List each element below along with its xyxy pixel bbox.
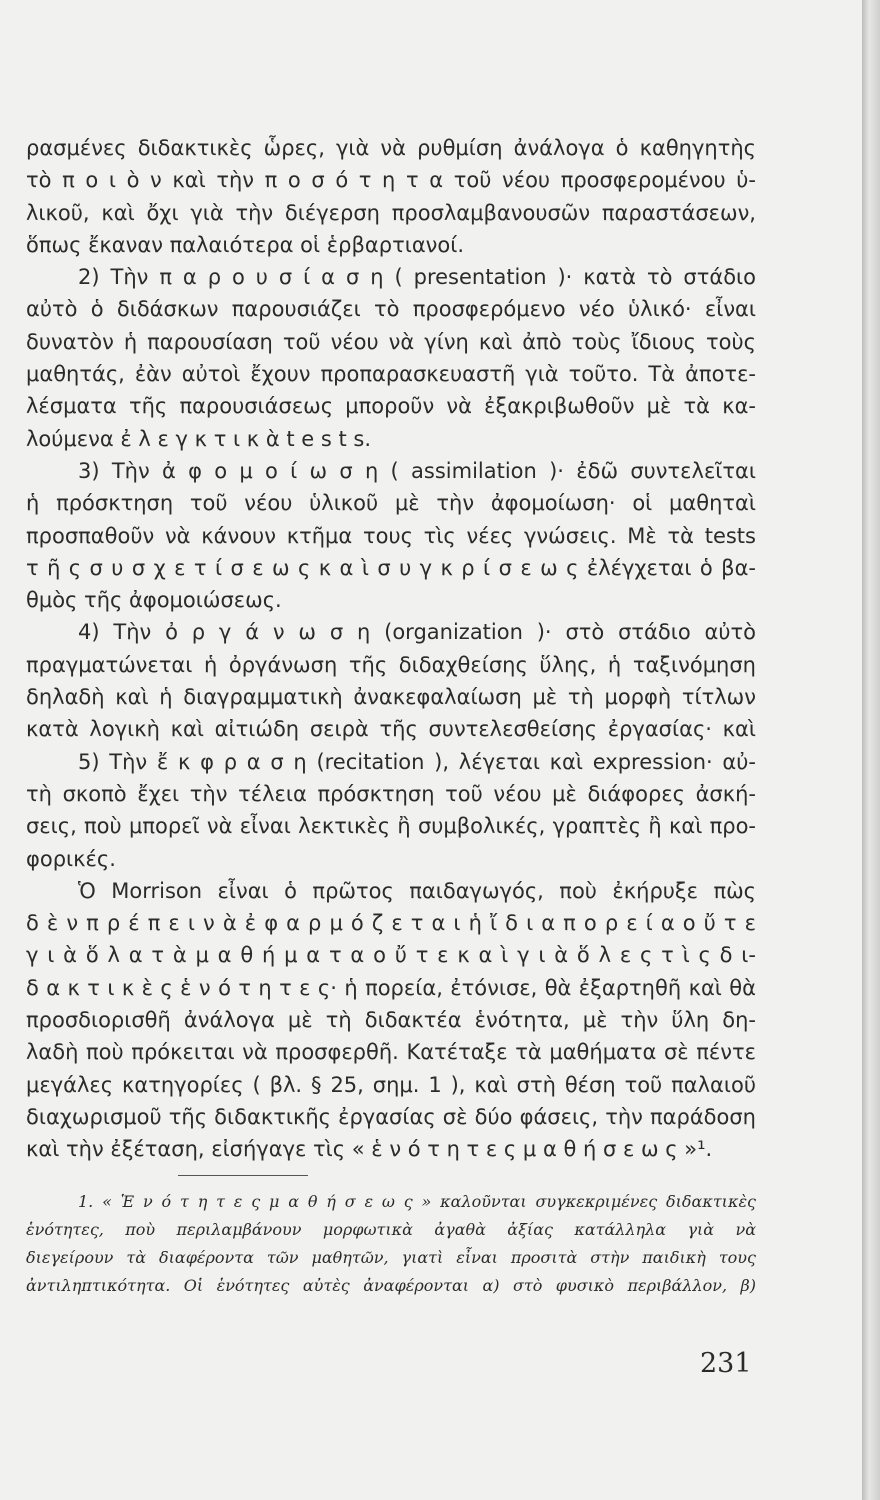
text-line: τὸ π ο ι ὸ ν καὶ τὴν π ο σ ό τ η τ α τοῦ νέου προσφερομένου ὑ-: [26, 168, 756, 193]
footnote-divider: [178, 1175, 308, 1176]
footnote-line: ἑνότητες, ποὺ περιλαμβάνουν μορφωτικὰ ἀγαθὰ ἀξίας κατάλληλα γιὰ νὰ: [26, 1220, 756, 1239]
text-line: τὴ σκοπὸ ἔχει τὴν τέλεια πρόσκτηση τοῦ νέου μὲ διάφορες ἀσκή-: [26, 781, 756, 806]
text-line: πραγματώνεται ἡ ὀργάνωση τῆς διδαχθείσης ὕλης, ἡ ταξινόμηση: [26, 652, 756, 677]
footnote-line: ἀντιληπτικότητα. Οἱ ἑνότητες αὐτὲς ἀναφέρονται α) στὸ φυσικὸ περιβάλλον, β): [26, 1276, 756, 1295]
page-number: 231: [700, 1348, 752, 1379]
text-line: διαχωρισμοῦ τῆς διδακτικῆς ἐργασίας σὲ δύο φάσεις, τὴν παράδοση: [26, 1104, 756, 1129]
text-line: σεις, ποὺ μπορεῖ νὰ εἶναι λεκτικὲς ἢ συμβολικές, γραπτὲς ἢ καὶ προ-: [26, 814, 756, 839]
footnote-line: διεγείρουν τὰ διαφέροντα τῶν μαθητῶν, γιατὶ εἶναι προσιτὰ στὴν παιδικὴ τους: [26, 1248, 756, 1267]
text-line: αὐτὸ ὁ διδάσκων παρουσιάζει τὸ προσφερόμενο νέο ὑλικό· εἶναι: [26, 297, 756, 322]
text-line: 5) Τὴν ἔ κ φ ρ α σ η (recitation ), λέγεται καὶ expression· αὐ-: [78, 749, 756, 774]
text-line: προσδιορισθῆ ἀνάλογα μὲ τὴ διδακτέα ἑνότητα, μὲ τὴν ὕλη δη-: [26, 1008, 756, 1033]
text-line: ρασμένες διδακτικὲς ὧρες, γιὰ νὰ ρυθμίση ἀνάλογα ὁ καθηγητὴς: [26, 136, 756, 160]
text-line: καὶ τὴν ἐξέταση, εἰσήγαγε τὶς « ἑ ν ό τ η τ ε ς μ α θ ή σ ε ω ς »¹.: [26, 1137, 713, 1162]
text-line: ἡ πρόσκτηση τοῦ νέου ὑλικοῦ μὲ τὴν ἀφομοίωση· οἱ μαθηταὶ: [26, 491, 756, 516]
text-line: δυνατὸν ἡ παρουσίαση τοῦ νέου νὰ γίνη καὶ ἀπὸ τοὺς ἴδιους τοὺς: [26, 329, 756, 354]
text-line: τ ῆ ς σ υ σ χ ε τ ί σ ε ω ς κ α ὶ σ υ γ κ ρ ί σ ε ω ς ἐλέγχεται ὁ βα-: [26, 555, 756, 580]
text-line: λέσματα τῆς παρουσιάσεως μποροῦν νὰ ἐξακριβωθοῦν μὲ τὰ κα-: [26, 394, 756, 419]
text-line: 4) Τὴν ὀ ρ γ ά ν ω σ η (organization )· στὸ στάδιο αὐτὸ: [78, 620, 756, 645]
text-line: δηλαδὴ καὶ ἡ διαγραμματικὴ ἀνακεφαλαίωση μὲ τὴ μορφὴ τίτλων: [26, 685, 756, 710]
text-line: δ α κ τ ι κ ὲ ς ἑ ν ό τ η τ ε ς· ἡ πορεία, ἐτόνισε, θὰ ἐξαρτηθῆ καὶ θὰ: [26, 975, 756, 1000]
text-line: Ὁ Morrison εἶναι ὁ πρῶτος παιδαγωγός, ποὺ ἐκήρυξε πὼς: [78, 878, 756, 903]
body-text: [26, 132, 756, 1166]
text-line: προσπαθοῦν νὰ κάνουν κτῆμα τους τὶς νέες γνώσεις. Μὲ τὰ tests: [26, 523, 756, 548]
text-line: λικοῦ, καὶ ὄχι γιὰ τὴν διέγερση προσλαμβανουσῶν παραστάσεων,: [26, 200, 756, 225]
text-line: δ ὲ ν π ρ έ π ε ι ν ὰ ἐ φ α ρ μ ό ζ ε τ α ι ἡ ἴ δ ι α π ο ρ ε ί α ο ὔ τ ε: [26, 911, 756, 936]
text-line: θμὸς τῆς ἀφομοιώσεως.: [26, 588, 282, 613]
text-line: λούμενα ἐ λ ε γ κ τ ι κ ὰ t e s t s.: [26, 426, 372, 451]
text-line: λαδὴ ποὺ πρόκειται νὰ προσφερθῆ. Κατέταξε τὰ μαθήματα σὲ πέντε: [26, 1040, 756, 1065]
text-line: φορικές.: [26, 846, 116, 871]
text-line: γ ι ὰ ὅ λ α τ ὰ μ α θ ή μ α τ α ο ὔ τ ε κ α ὶ γ ι ὰ ὅ λ ε ς τ ὶ ς δ ι-: [26, 943, 756, 968]
text-line: 2) Τὴν π α ρ ο υ σ ί α σ η ( presentation )· κατὰ τὸ στάδιο: [78, 265, 756, 290]
footnotes: [26, 1188, 756, 1300]
footnote-line: 1. « Ἑ ν ό τ η τ ε ς μ α θ ή σ ε ω ς » καλοῦνται συγκεκριμένες διδακτικὲς: [78, 1192, 756, 1211]
text-line: μεγάλες κατηγορίες ( βλ. § 25, σημ. 1 ), καὶ στὴ θέση τοῦ παλαιοῦ: [26, 1072, 756, 1097]
text-line: κατὰ λογικὴ καὶ αἰτιώδη σειρὰ τῆς συντελεσθείσης ἐργασίας· καὶ: [26, 717, 756, 742]
text-line: μαθητάς, ἐὰν αὐτοὶ ἔχουν προπαρασκευαστῆ γιὰ τοῦτο. Τὰ ἀποτε-: [26, 362, 756, 387]
text-line: ὅπως ἔκαναν παλαιότερα οἱ ἑρβαρτιανοί.: [26, 232, 465, 257]
text-line: 3) Τὴν ἀ φ ο μ ο ί ω σ η ( assimilation )· ἐδῶ συντελεῖται: [78, 458, 756, 483]
page-edge: [862, 0, 880, 1500]
